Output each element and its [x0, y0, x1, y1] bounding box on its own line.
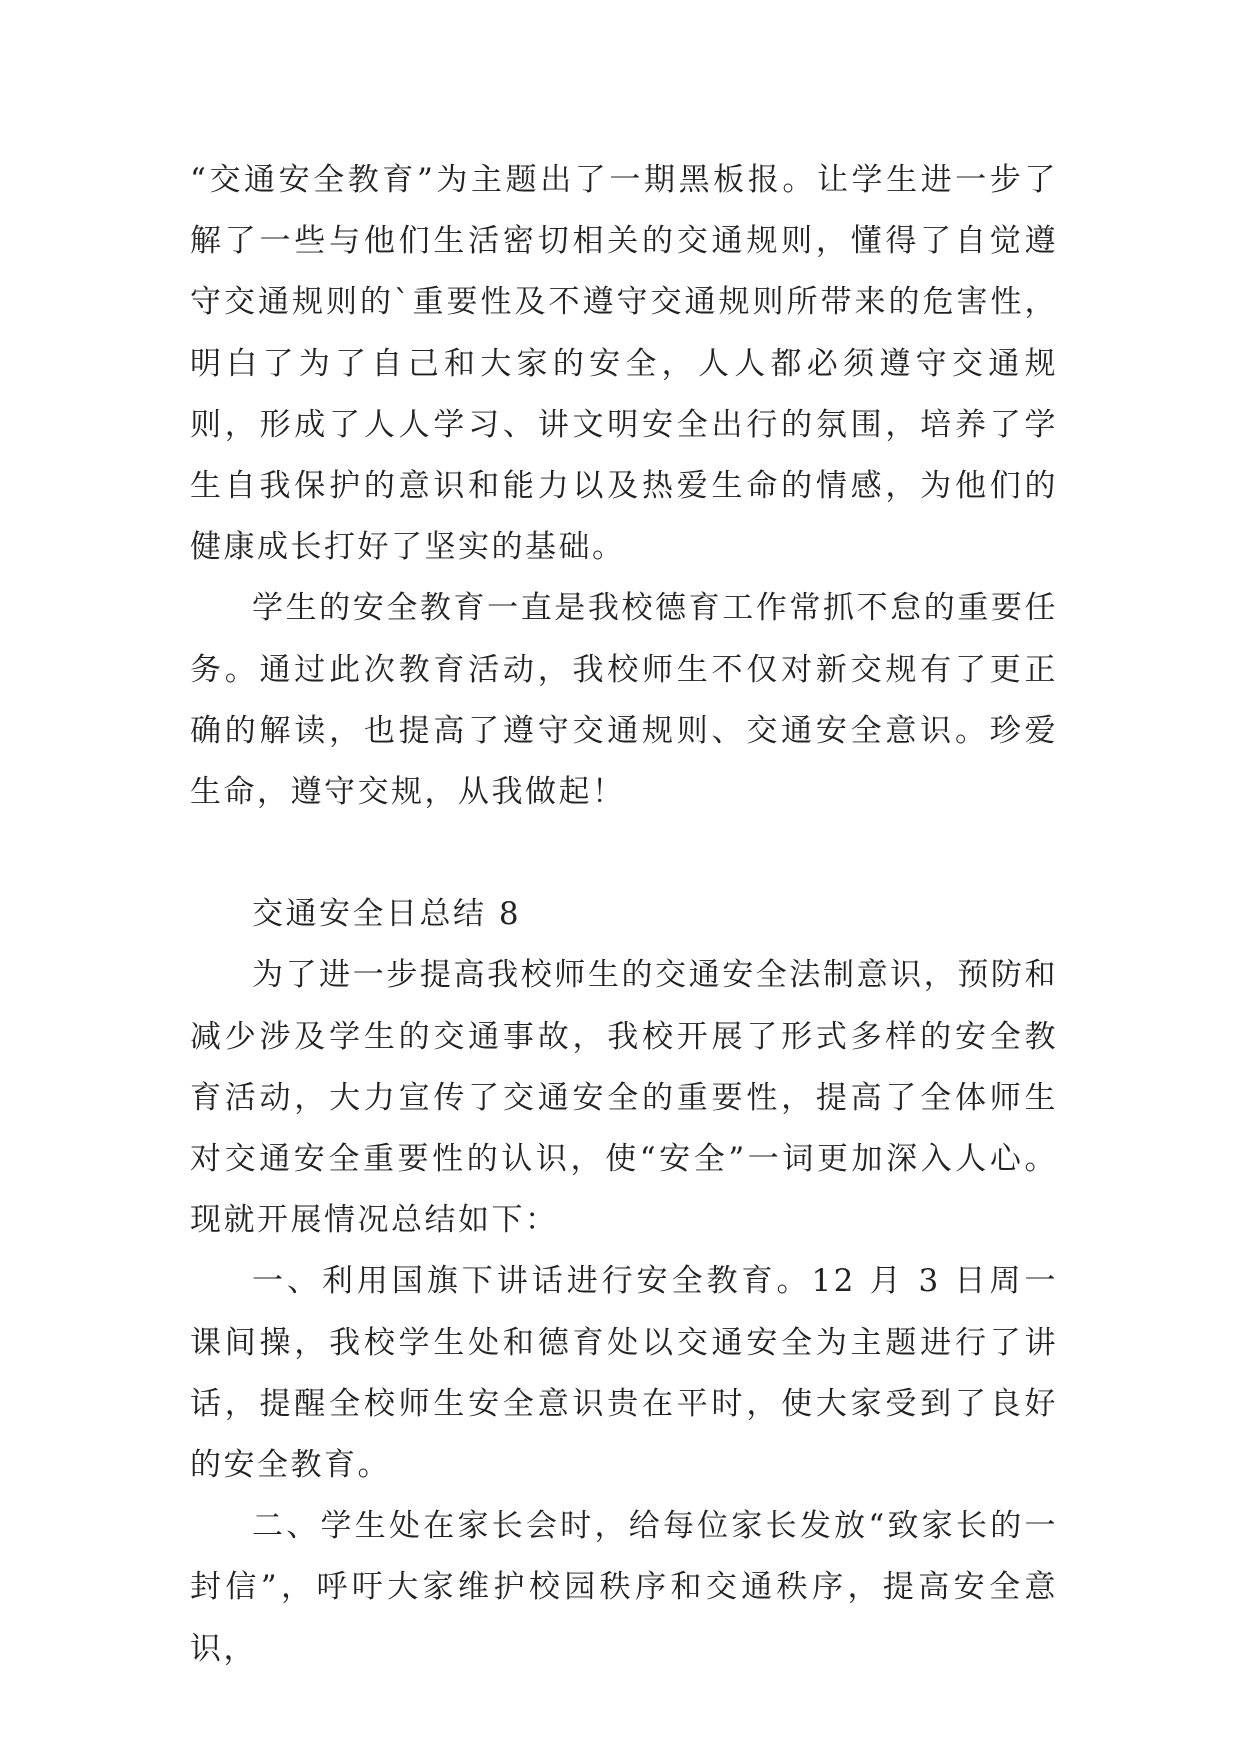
paragraph-item-1: 一、利用国旗下讲话进行安全教育。12 月 3 日周一课间操，我校学生处和德育处以交通安全为主题进行了讲话，提醒全校师生安全意识贵在平时，使大家受到了良好的安全教育。: [190, 1263, 1058, 1484]
paragraph-safety-education: 学生的安全教育一直是我校德育工作常抓不怠的重要任务。通过此次教育活动，我校师生不仅对新交规有了更正确的解读，也提高了遵守交通规则、交通安全意识。珍爱生命，遵守交规，从我做起！: [190, 590, 1058, 811]
document-body: [190, 150, 1058, 1680]
section-spacer: [190, 823, 1058, 884]
paragraph-item-2: 二、学生处在家长会时，给每位家长发放“致家长的一封信”，呼吁大家维护校园秩序和交通秩序，提高安全意识，: [190, 1508, 1058, 1667]
paragraph-intro: 为了进一步提高我校师生的交通安全法制意识，预防和减少涉及学生的交通事故，我校开展了形式多样的安全教育活动，大力宣传了交通安全的重要性，提高了全体师生对交通安全重要性的认识，使“安全”一词更加深入人心。现就开展情况总结如下：: [190, 957, 1058, 1239]
section-title: 交通安全日总结 8: [252, 896, 522, 933]
paragraph-continuation: “交通安全教育”为主题出了一期黑板报。让学生进一步了解了一些与他们生活密切相关的交通规则，懂得了自觉遵守交通规则的`重要性及不遵守交通规则所带来的危害性，明白了为了自己和大家的安全，人人都必须遵守交通规则，形成了人人学习、讲文明安全出行的氛围，培养了学生自我保护的意识和能力以及热爱生命的情感，为他们的健康成长打好了坚实的基础。: [190, 162, 1058, 566]
